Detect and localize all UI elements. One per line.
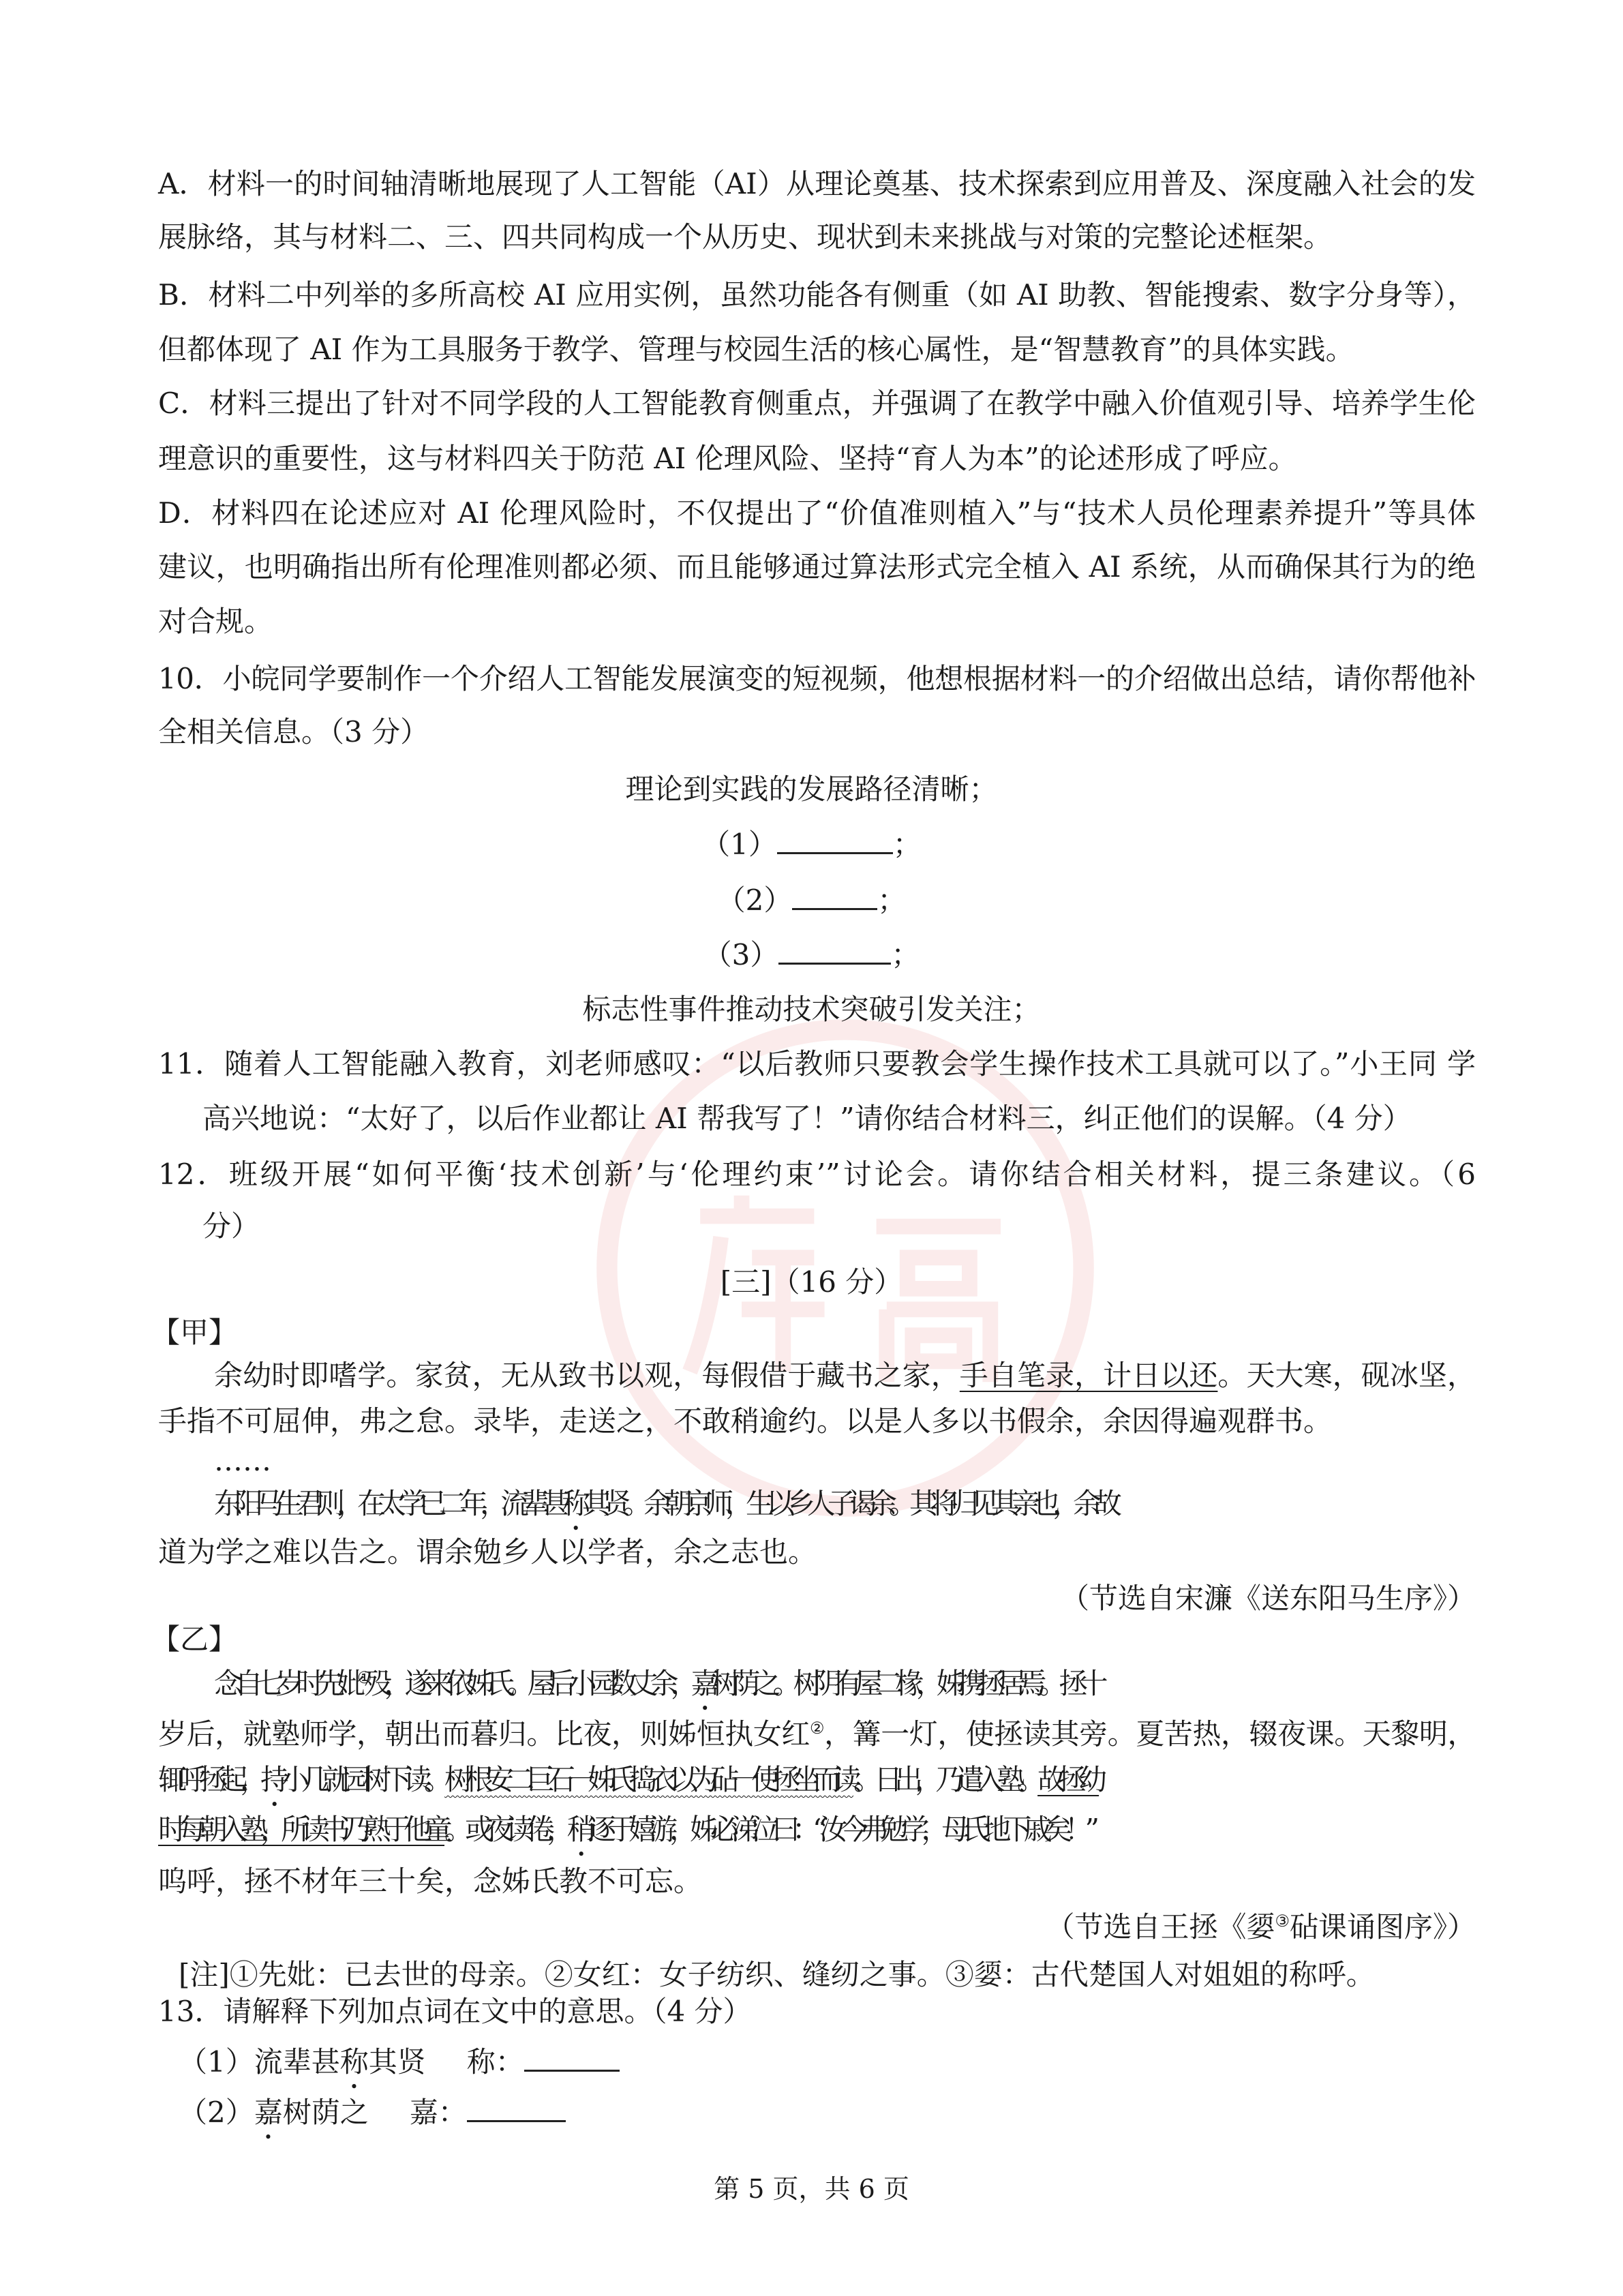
option-c-line: 理意识的重要性，这与材料四关于防范 AI 伦理风险、坚持“育人为本”的论述形成了呼应。 (158, 442, 1297, 475)
blank-1[interactable] (777, 825, 893, 854)
semicolon: ； (877, 883, 907, 917)
dotted-word: 持 (260, 1763, 282, 1796)
question-10: 10．小皖同学要制作一个介绍人工智能发展演变的短视频，他想根据材料一的介绍做出总结，请你帮他补 (158, 662, 1476, 695)
text: 念自七岁时先妣 (214, 1667, 358, 1700)
underlined-sentence: 时每朝入塾，所读书乃熟于他童 (158, 1813, 445, 1846)
text: 其贤 (368, 2045, 426, 2079)
semicolon: ； (892, 828, 922, 861)
option-b-line: 但都体现了 AI 作为工具服务于教学、管理与校园生活的核心属性，是“智慧教育”的具体实践。 (158, 333, 1354, 366)
text: 砧课诵图序》） (1289, 1910, 1476, 1944)
text: （节选自王拯《媭 (1046, 1910, 1275, 1944)
summary-bottom: 标志性事件推动技术突破引发关注； (582, 993, 1041, 1026)
text: 称： (466, 2045, 524, 2079)
text: 余幼时即嗜学。家贫，无从致书以观，每假借于藏书之家， (214, 1359, 960, 1392)
passage-jia-line: 手指不可屈伸，弗之怠。录毕，走送之，不敢稍逾约。以是人多以书假余，余因得遍观群书。 (158, 1404, 1333, 1438)
text: 其贤。余朝京师，生以乡人子谒余。其将归见其亲也，余故 (582, 1487, 1114, 1520)
passage-yi-line (158, 1761, 1476, 1813)
blank-2-row (0, 881, 1623, 920)
text: 逐于嬉游，姊必涕泣曰：“汝今弗勉学，母氏地下戚矣！” (588, 1813, 1091, 1846)
text: 小几就园树下读。 (281, 1763, 445, 1796)
text: （2） (179, 2096, 254, 2129)
text: （1）流辈甚 (179, 2045, 340, 2079)
option-d-line: D．材料四在论述应对 AI 伦理风险时，不仅提出了“价值准则植入”与“技术人员伦理素养提升”等具体 (158, 496, 1476, 530)
text: 。天大寒，砚冰坚， (1217, 1359, 1476, 1392)
question-10-cont: 全相关信息。（3 分） (158, 715, 429, 749)
underlined-sentence: 手自笔录，计日以还 (959, 1359, 1218, 1392)
dotted-word: 嘉 (691, 1667, 712, 1700)
option-d-line: 建议，也明确指出所有伦理准则都必须、而且能够通过算法形式完全植入 AI 系统，从而确保其行为的绝 (158, 550, 1476, 584)
passage-yi-line (158, 1715, 1476, 1753)
text: 树荫之。树阴有屋二椽，姊携拯居焉。拯十 (711, 1667, 1100, 1700)
annotation-note: [注]①先妣：已去世的母亲。②女红：女子纺织、缝纫之事。③媭：古代楚国人对姐姐的称呼。 (179, 1958, 1375, 1991)
passage-jia-line (214, 1357, 1476, 1395)
blank-1-row (0, 825, 1623, 864)
question-11-cont: 高兴地说：“太好了，以后作业都让 AI 帮我写了！”请你结合材料三，纠正他们的误解。（4 分） (202, 1102, 1412, 1135)
ellipsis: …… (214, 1444, 271, 1477)
option-b-line: B．材料二中列举的多所高校 AI 应用实例，虽然功能各有侧重（如 AI 助教、智能搜索、数字分身等）， (158, 278, 1476, 312)
text: 。或夜读倦， (444, 1813, 568, 1846)
passage-jia-line (214, 1485, 1476, 1537)
dotted-word: 嘉 (254, 2096, 283, 2129)
question-11: 11．随着人工智能融入教育，刘老师感叹：“以后教师只要教会学生操作技术工具就可以了。”小王同 学 (158, 1047, 1476, 1081)
blank-3[interactable] (778, 935, 891, 965)
text: 东阳马生君则，在太学已二年，流辈甚 (214, 1487, 562, 1520)
page-footer: 第 5 页，共 6 页 (714, 2174, 909, 2204)
passage-yi-line (214, 1665, 1476, 1717)
blank-3-row (0, 935, 1623, 974)
text: 殁，遂来依姊氏。屋后小园数丈余， (363, 1667, 691, 1700)
dotted-word: 称 (339, 2045, 369, 2079)
text: 嘉： (409, 2096, 467, 2129)
blank-1-label: （1） (701, 828, 777, 861)
question-13-item-1 (179, 2042, 620, 2095)
question-12-cont: 分） (202, 1209, 260, 1243)
passage-yi-line: 呜呼，拯不材年三十矣，念姊氏教不可忘。 (158, 1864, 703, 1898)
question-13: 13．请解释下列加点词在文中的意思。（4 分） (158, 1995, 752, 2028)
dotted-word: 稍 (567, 1813, 588, 1846)
text: ，篝一灯，使拯读其旁。夏苦热，辍夜课。天黎明， (824, 1717, 1476, 1751)
answer-blank[interactable] (524, 2042, 620, 2072)
section-heading: [三]（16 分） (720, 1265, 903, 1299)
passage-yi-label: 【乙】 (151, 1622, 238, 1656)
footnote-ref: ① (357, 1668, 364, 1687)
option-c-line: C．材料三提出了针对不同学段的人工智能教育侧重点，并强调了在教学中融入价值观引导、培养学生伦 (158, 387, 1476, 420)
answer-blank[interactable] (467, 2093, 566, 2122)
text: 。日出，乃遣入塾。 (853, 1763, 1038, 1796)
footnote-ref: ③ (1275, 1912, 1290, 1931)
text: 辄呼拯起， (158, 1763, 261, 1796)
underlined-sentence: 故拯幼 (1037, 1763, 1099, 1796)
option-d-line: 对合规。 (158, 605, 273, 638)
passage-jia-label: 【甲】 (151, 1316, 238, 1349)
dotted-word: 称 (562, 1487, 583, 1520)
option-a-line: 展脉络，其与材料二、三、四共同构成一个从历史、现状到未来挑战与对策的完整论述框架。 (158, 220, 1333, 254)
question-13-item-2 (179, 2093, 566, 2145)
text: 岁后，就塾师学，朝出而暮归。比夜，则姊恒执女红 (158, 1717, 810, 1751)
blank-2-label: （2） (716, 883, 793, 917)
semicolon: ； (891, 938, 920, 971)
footnote-ref: ② (809, 1719, 825, 1738)
blank-2[interactable] (792, 881, 877, 910)
question-12: 12．班级开展“如何平衡‘技术创新’与‘伦理约束’”讨论会。请你结合相关材料，提三条建议。（6 (158, 1158, 1476, 1191)
passage-yi-source (1046, 1908, 1476, 1946)
wavy-underlined-sentence: 树根安二巨石一姊氏捣衣以为砧一使拯坐而读 (444, 1763, 854, 1796)
passage-yi-line (158, 1811, 1476, 1862)
blank-3-label: （3） (703, 938, 779, 971)
passage-jia-source: （节选自宋濂《送东阳马生序》） (1060, 1582, 1476, 1615)
summary-top: 理论到实践的发展路径清晰； (625, 772, 998, 806)
passage-jia-line: 道为学之难以告之。谓余勉乡人以学者，余之志也。 (158, 1535, 817, 1569)
option-a-line: A．材料一的时间轴清晰地展现了人工智能（AI）从理论奠基、技术探索到应用普及、深度融入社会的发 (158, 167, 1476, 200)
text: 树荫之 (282, 2096, 369, 2129)
